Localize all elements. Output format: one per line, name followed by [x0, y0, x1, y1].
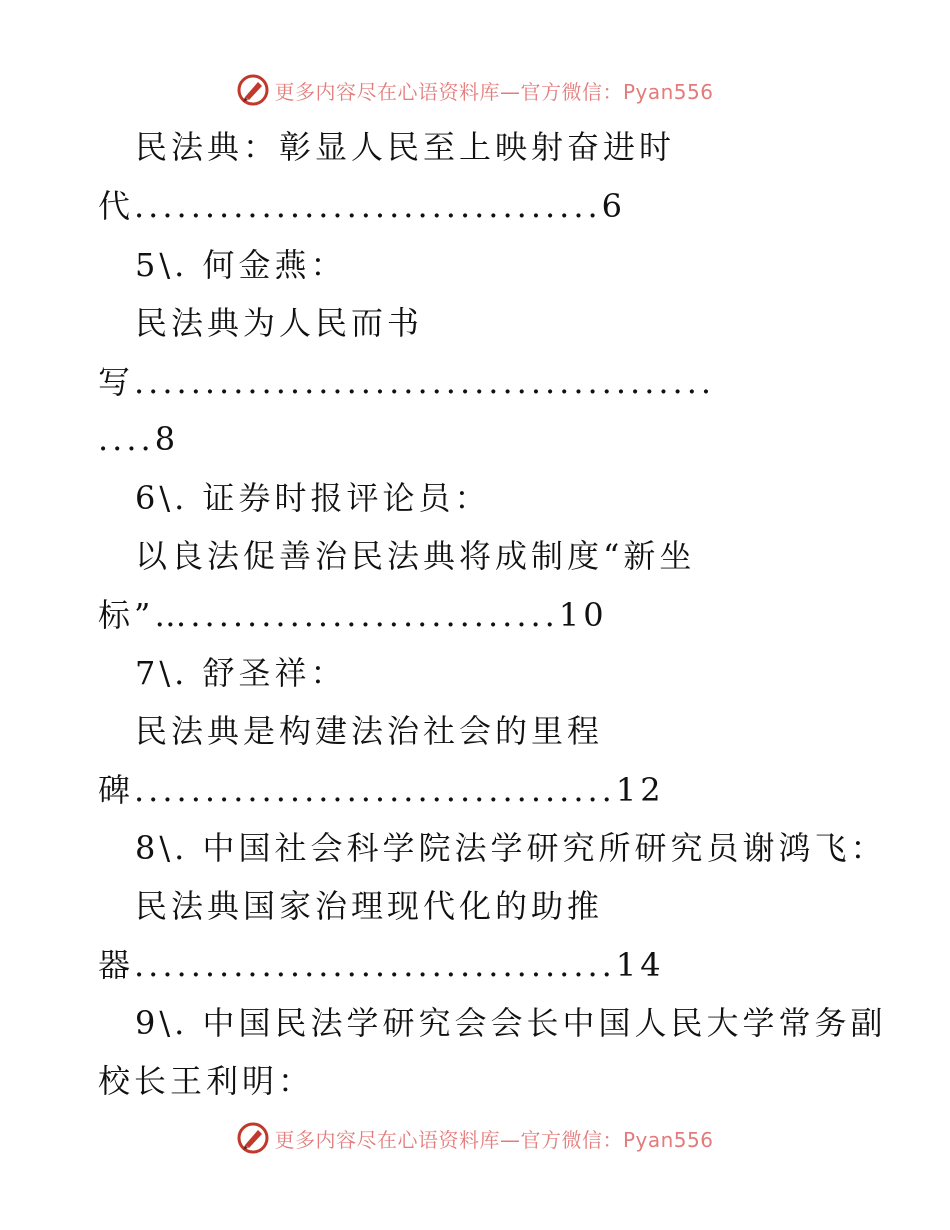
toc-entry-heading: 7\. 舒圣祥： [135, 654, 347, 692]
toc-line-leader: 标”…..........................10 [98, 596, 608, 634]
footer-watermark [0, 1118, 950, 1158]
toc-entry-heading: 5\. 何金燕： [135, 246, 347, 284]
watermark-text: 更多内容尽在心语资料库—官方微信：Pyan556 [274, 1127, 714, 1152]
header-watermark [0, 70, 950, 110]
toc-line-title: 民法典：彰显人民至上映射奋进时 [135, 128, 676, 166]
watermark-text: 更多内容尽在心语资料库—官方微信：Pyan556 [274, 79, 714, 104]
pen-quill-logo-icon [236, 73, 270, 107]
toc-line-title: 民法典是构建法治社会的里程 [135, 712, 604, 750]
toc-line-title: 民法典国家治理现代化的助推 [135, 887, 604, 925]
toc-entry-heading: 6\. 证券时报评论员： [135, 479, 491, 517]
toc-line-continuation: 校长王利明： [98, 1062, 315, 1100]
toc-line-page: ....8 [98, 420, 180, 458]
toc-entry-heading: 9\. 中国民法学研究会会长中国人民大学常务副 [135, 1004, 887, 1042]
toc-entry-heading: 8\. 中国社会科学院法学研究所研究员谢鸿飞： [135, 829, 887, 867]
toc-line-title: 以良法促善治民法典将成制度“新坐 [135, 537, 696, 575]
toc-line-leader: 代.................................6 [98, 187, 627, 225]
toc-line-leader: 碑..................................12 [98, 771, 665, 809]
pen-quill-logo-icon [236, 1121, 270, 1155]
toc-line-leader: 写......................................... [98, 363, 716, 401]
toc-line-title: 民法典为人民而书 [135, 304, 424, 342]
toc-line-leader: 器..................................14 [98, 946, 665, 984]
